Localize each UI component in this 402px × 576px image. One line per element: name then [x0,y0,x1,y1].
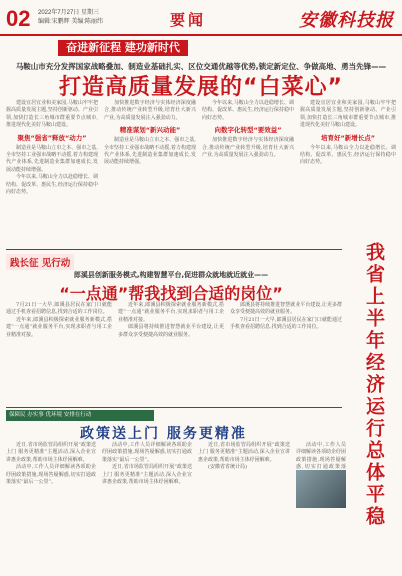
story3-column-2 [102,442,192,572]
story1-column-4 [300,100,396,246]
story3-paragraph: 活动中,工作人员详细解读各项助企纾困政策措施,现场答疑解惑,切实打通政策落实“最后一公里”。 [102,442,192,463]
story2-paragraph: 近年来,郎溪县积极探索就业服务新模式,搭建“一点通”就业服务平台,实现求职者与用工企业精准对接。 [118,302,224,323]
story2-headline: “一点通”帮我找到合适的岗位” [59,284,283,303]
page-number: 02 [6,6,31,31]
story2-column-1 [6,302,112,406]
story1-paragraph: 今年以来,马鞍山全力以赴稳增长、调结构、促改革、惠民生,经济运行保持稳中向好态势。 [202,100,294,121]
story1-section-title: 培育好“新增长点” [320,133,376,142]
story1-column-2 [104,100,196,246]
issue-meta [38,9,118,27]
editors-line: 编辑:宋鹏辉 美编:陈丽纬 [38,19,104,25]
story1-paragraph: 加快推进数字经济与实体经济深度融合,推动传统产业转型升级,培育壮大新兴产业,为高质量发展注入强劲动力。 [104,100,196,121]
story1-section-title: 聚焦“强省”释放“动力” [17,133,87,142]
story1-paragraph: 今年以来,马鞍山全力以赴稳增长、调结构、促改革、惠民生,经济运行保持稳中向好态势。 [300,144,396,166]
vertical-headline: 我省上半年经济运行总体平稳 [363,242,385,528]
news-photo [296,470,346,508]
story1-paragraph: 今年以来,马鞍山全力以赴稳增长、调结构、促改革、惠民生,经济运行保持稳中向好态势。 [6,174,98,196]
story2-paragraph: 7月21日一大早,郎溪县居民在家门口就能通过手机查看招聘信息,找到合适的工作岗位。 [6,302,112,316]
story2-column-3 [230,302,342,406]
story1-paragraph: 建设宜居宜业和美家园,马鞍山牢牢把握高质量发展主题,坚持创新驱动、产业引领,加快打造长三角城市群重要节点城市,推进现代化美好马鞍山建设。 [6,100,98,129]
story3-paragraph: 近日,省市场监管局组织开展“政策送上门 服务更精准”主题活动,深入企业宣讲惠企政策,帮助市场主体纾困解难。 [198,442,290,463]
story2-paragraph: 郎溪县将持续推进智慧就业平台建设,让更多群众享受便捷高效的就业服务。 [230,302,342,316]
story1-subhead: 马鞍山市充分发挥国家战略叠加、制造业基础扎实、区位交通优越等优势,锁定新定位、争做高地、勇当先锋—— [15,62,387,71]
section-title: 要闻 [170,11,207,29]
story3-paragraph: 活动中,工作人员详细解读各项助企纾困政策措施,现场答疑解惑,切实打通政策落 [296,442,347,471]
masthead [0,0,402,36]
story3-column-1 [6,442,96,572]
story2-paragraph: 近年来,郎溪县积极探索就业服务新模式,搭建“一点通”就业服务平台,实现求职者与用工企业精准对接。 [6,316,112,338]
story1-column-3 [202,100,294,246]
story3-headline: 政策送上门 服务更精准 [80,426,247,442]
story2-paragraph: 郎溪县将持续推进智慧就业平台建设,让更多群众享受便捷高效的就业服务。 [118,324,224,338]
story1-paragraph: 建设宜居宜业和美家园,马鞍山牢牢把握高质量发展主题,坚持创新驱动、产业引领,加快打造长三角城市群重要节点城市,推进现代化美好马鞍山建设。 [300,100,396,129]
campaign-strip: 保障民 办实事 优环境 安排在行动 [6,410,154,421]
story1-paragraph: 加快推进数字经济与实体经济深度融合,推动传统产业转型升级,培育壮大新兴产业,为高质量发展注入强劲动力。 [202,137,294,159]
story1-paragraph: 制造业是马鞍山立市之本、强市之基,全市坚持工业强市战略不动摇,着力构建现代产业体系,先进制造业集群加速成长,发展动能持续增强。 [104,137,196,166]
story3-column-3 [198,442,290,572]
issue-date: 2022年7月27日 星期三 [38,10,100,16]
story1-headline: 打造高质量发展的“白菜心” [59,75,343,100]
story2-paragraph: 7月21日一大早,郎溪县居民在家门口就能通过手机查看招聘信息,找到合适的工作岗位。 [230,316,342,331]
story3-paragraph: 近日,省市场监管局组织开展“政策送上门 服务更精准”主题活动,深入企业宣讲惠企政策,帮助市场主体纾困解难。 [102,464,192,486]
story1-section-title: 精准谋划“新兴动能” [119,126,181,135]
story2-kicker: 践长征 见行动 [6,254,74,270]
story1-column-1 [6,100,98,246]
divider [6,249,342,250]
story3-paragraph: 活动中,工作人员详细解读各项助企纾困政策措施,现场答疑解惑,切实打通政策落实“最后一公里”。 [6,464,96,486]
story3-paragraph: 近日,省市场监管局组织开展“政策送上门 服务更精准”主题活动,深入企业宣讲惠企政策,帮助市场主体纾困解难。 [6,442,96,463]
paper-logo: 安徽科技报 [299,10,394,31]
story2-column-2 [118,302,224,406]
story1-paragraph: 制造业是马鞍山立市之本、强市之基,全市坚持工业强市战略不动摇,着力构建现代产业体系,先进制造业集群加速成长,发展动能持续增强。 [6,144,98,173]
story2-subhead: 郎溪县创新服务模式,构建智慧平台,促进群众就地就近就业—— [73,271,269,279]
story1-kicker: 奋进新征程 建功新时代 [58,40,188,56]
story1-section-title: 向数字化转型“要效益” [214,126,282,135]
story3-column-4 [296,442,347,471]
divider [6,407,342,408]
story3-credit: (安徽省省统计局) [208,464,247,471]
